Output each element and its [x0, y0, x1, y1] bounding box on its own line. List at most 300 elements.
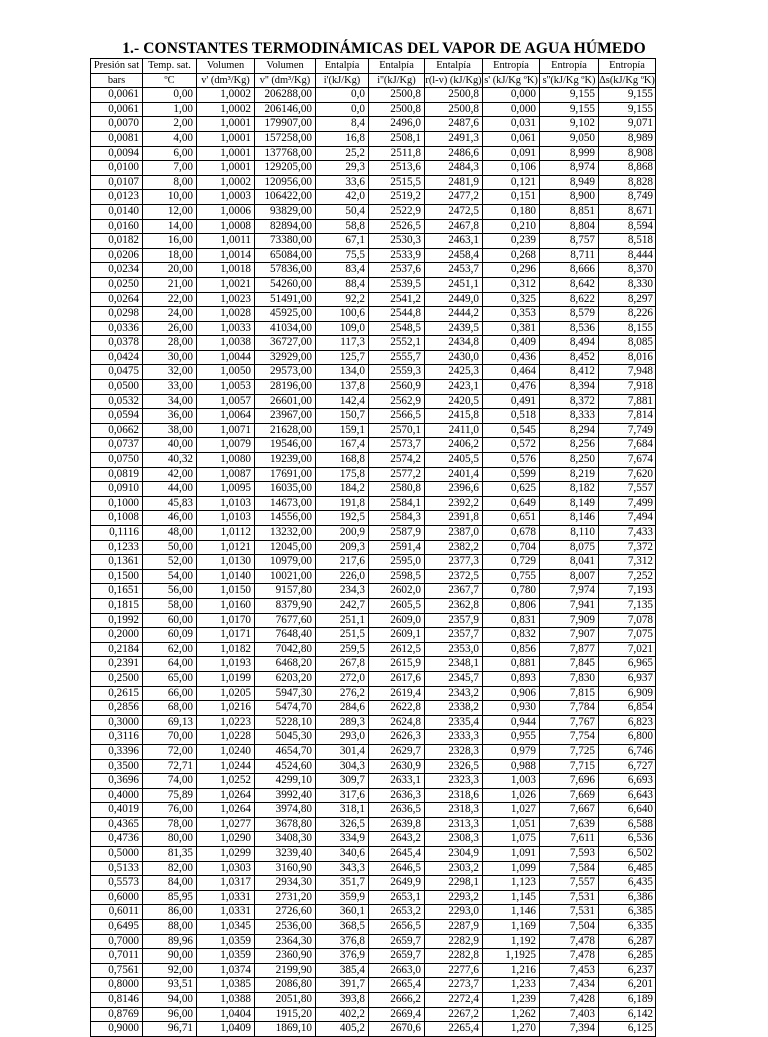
cell-vol-vap: 6468,20 [255, 657, 316, 672]
cell-vol-vap: 4299,10 [255, 774, 316, 789]
table-row [91, 117, 656, 132]
cell-temp: 28,00 [143, 336, 197, 351]
cell-entropia-vap: 8,041 [540, 555, 599, 570]
cell-vol-liq: 1,0014 [197, 248, 255, 263]
cell-calor-latente: 2401,4 [425, 467, 483, 482]
cell-entropia-liq: 0,239 [483, 234, 540, 249]
cell-calor-latente: 2411,0 [425, 423, 483, 438]
cell-entalpia-liq: 29,3 [316, 161, 369, 176]
cell-vol-vap: 3408,30 [255, 832, 316, 847]
cell-entropia-delta: 7,749 [599, 423, 656, 438]
cell-entropia-liq: 0,031 [483, 117, 540, 132]
cell-entropia-liq: 0,296 [483, 263, 540, 278]
cell-vol-liq: 1,0228 [197, 730, 255, 745]
cell-vol-liq: 1,0160 [197, 598, 255, 613]
cell-entalpia-liq: 402,2 [316, 1007, 369, 1022]
cell-entropia-vap: 7,639 [540, 817, 599, 832]
cell-entalpia-vap: 2591,4 [369, 540, 425, 555]
page-title: 1.- CONSTANTES TERMODINÁMICAS DEL VAPOR DE AGUA HÚMEDO [122, 40, 646, 57]
cell-temp: 50,00 [143, 540, 197, 555]
cell-entropia-delta: 8,671 [599, 204, 656, 219]
cell-calor-latente: 2472,5 [425, 204, 483, 219]
table-row [91, 949, 656, 964]
cell-temp: 12,00 [143, 204, 197, 219]
cell-vol-vap: 7677,60 [255, 613, 316, 628]
cell-calor-latente: 2357,9 [425, 613, 483, 628]
cell-temp: 40,32 [143, 453, 197, 468]
cell-entropia-delta: 9,155 [599, 88, 656, 103]
cell-presion: 0,4736 [91, 832, 143, 847]
cell-temp: 65,00 [143, 671, 197, 686]
cell-entropia-liq: 0,476 [483, 380, 540, 395]
cell-entalpia-vap: 2666,2 [369, 993, 425, 1008]
cell-presion: 0,0123 [91, 190, 143, 205]
cell-entropia-delta: 7,372 [599, 540, 656, 555]
cell-vol-vap: 7648,40 [255, 628, 316, 643]
cell-entalpia-liq: 100,6 [316, 307, 369, 322]
table-row [91, 190, 656, 205]
cell-presion: 0,0819 [91, 467, 143, 482]
cell-entropia-delta: 7,499 [599, 496, 656, 511]
cell-entalpia-vap: 2643,2 [369, 832, 425, 847]
cell-calor-latente: 2425,3 [425, 365, 483, 380]
header-entropia-liq: Entropía [483, 59, 540, 74]
cell-vol-vap: 14673,00 [255, 496, 316, 511]
table-row [91, 584, 656, 599]
cell-calor-latente: 2449,0 [425, 292, 483, 307]
cell-entalpia-vap: 2552,1 [369, 336, 425, 351]
cell-vol-vap: 16035,00 [255, 482, 316, 497]
cell-presion: 0,6000 [91, 890, 143, 905]
cell-presion: 0,3000 [91, 715, 143, 730]
cell-entalpia-liq: 267,8 [316, 657, 369, 672]
cell-entalpia-vap: 2653,2 [369, 905, 425, 920]
cell-entropia-liq: 1,169 [483, 920, 540, 935]
cell-vol-vap: 206146,00 [255, 102, 316, 117]
cell-presion: 0,7561 [91, 963, 143, 978]
cell-entropia-liq: 0,651 [483, 511, 540, 526]
cell-presion: 0,0336 [91, 321, 143, 336]
cell-vol-vap: 3992,40 [255, 788, 316, 803]
cell-entropia-delta: 6,937 [599, 671, 656, 686]
cell-entropia-liq: 0,180 [483, 204, 540, 219]
table-row [91, 175, 656, 190]
cell-vol-vap: 21628,00 [255, 423, 316, 438]
cell-vol-vap: 32929,00 [255, 350, 316, 365]
cell-entropia-delta: 6,727 [599, 759, 656, 774]
cell-entalpia-vap: 2555,7 [369, 350, 425, 365]
cell-entropia-liq: 1,233 [483, 978, 540, 993]
table-row [91, 890, 656, 905]
cell-entropia-vap: 7,611 [540, 832, 599, 847]
cell-entropia-liq: 0,979 [483, 744, 540, 759]
cell-entropia-liq: 0,325 [483, 292, 540, 307]
table-row [91, 161, 656, 176]
table-row [91, 876, 656, 891]
cell-presion: 0,0750 [91, 453, 143, 468]
cell-presion: 0,0182 [91, 234, 143, 249]
cell-calor-latente: 2333,3 [425, 730, 483, 745]
cell-vol-vap: 3974,80 [255, 803, 316, 818]
cell-entropia-delta: 8,085 [599, 336, 656, 351]
cell-calor-latente: 2323,3 [425, 774, 483, 789]
cell-presion: 0,8000 [91, 978, 143, 993]
cell-entropia-vap: 7,696 [540, 774, 599, 789]
cell-entalpia-vap: 2605,5 [369, 598, 425, 613]
cell-entropia-liq: 0,091 [483, 146, 540, 161]
cell-presion: 0,0662 [91, 423, 143, 438]
cell-entropia-liq: 1,192 [483, 934, 540, 949]
cell-vol-vap: 10021,00 [255, 569, 316, 584]
cell-calor-latente: 2396,6 [425, 482, 483, 497]
cell-vol-liq: 1,0150 [197, 584, 255, 599]
cell-entropia-delta: 6,201 [599, 978, 656, 993]
cell-calor-latente: 2282,9 [425, 934, 483, 949]
cell-entalpia-liq: 117,3 [316, 336, 369, 351]
cell-entropia-vap: 7,907 [540, 628, 599, 643]
cell-entropia-liq: 0,729 [483, 555, 540, 570]
cell-entalpia-liq: 150,7 [316, 409, 369, 424]
cell-entropia-vap: 7,478 [540, 949, 599, 964]
cell-vol-liq: 1,0359 [197, 934, 255, 949]
cell-temp: 66,00 [143, 686, 197, 701]
cell-temp: 64,00 [143, 657, 197, 672]
cell-vol-liq: 1,0359 [197, 949, 255, 964]
cell-entalpia-vap: 2609,0 [369, 613, 425, 628]
cell-presion: 0,3116 [91, 730, 143, 745]
cell-vol-liq: 1,0171 [197, 628, 255, 643]
cell-calor-latente: 2293,2 [425, 890, 483, 905]
cell-vol-liq: 1,0277 [197, 817, 255, 832]
cell-presion: 0,6495 [91, 920, 143, 935]
cell-temp: 54,00 [143, 569, 197, 584]
cell-entropia-vap: 7,478 [540, 934, 599, 949]
cell-entalpia-liq: 134,0 [316, 365, 369, 380]
cell-vol-vap: 45925,00 [255, 307, 316, 322]
cell-entalpia-liq: 359,9 [316, 890, 369, 905]
cell-entropia-delta: 8,908 [599, 146, 656, 161]
cell-entalpia-liq: 326,5 [316, 817, 369, 832]
cell-entropia-vap: 8,851 [540, 204, 599, 219]
cell-presion: 0,0206 [91, 248, 143, 263]
cell-entalpia-liq: 88,4 [316, 277, 369, 292]
cell-vol-liq: 1,0264 [197, 803, 255, 818]
cell-presion: 0,1233 [91, 540, 143, 555]
cell-entalpia-liq: 167,4 [316, 438, 369, 453]
cell-calor-latente: 2293,0 [425, 905, 483, 920]
header-unit-entropia-vap: s''(kJ/Kg ºK) [540, 73, 599, 88]
cell-entropia-vap: 7,531 [540, 890, 599, 905]
cell-entalpia-vap: 2669,4 [369, 1007, 425, 1022]
cell-entropia-vap: 8,294 [540, 423, 599, 438]
cell-entropia-vap: 7,669 [540, 788, 599, 803]
cell-entalpia-vap: 2633,1 [369, 774, 425, 789]
cell-entalpia-vap: 2566,5 [369, 409, 425, 424]
cell-calor-latente: 2282,8 [425, 949, 483, 964]
cell-entropia-vap: 7,815 [540, 686, 599, 701]
cell-entalpia-liq: 259,5 [316, 642, 369, 657]
cell-entropia-liq: 0,381 [483, 321, 540, 336]
table-row [91, 847, 656, 862]
cell-temp: 10,00 [143, 190, 197, 205]
cell-entropia-delta: 7,075 [599, 628, 656, 643]
cell-entropia-vap: 8,711 [540, 248, 599, 263]
cell-entalpia-vap: 2511,8 [369, 146, 425, 161]
cell-entropia-delta: 7,078 [599, 613, 656, 628]
cell-entalpia-vap: 2619,4 [369, 686, 425, 701]
cell-entalpia-liq: 309,7 [316, 774, 369, 789]
cell-vol-liq: 1,0240 [197, 744, 255, 759]
table-row [91, 963, 656, 978]
cell-temp: 96,71 [143, 1022, 197, 1037]
header-unit-entropia-delta: Δs(kJ/Kg ºK) [599, 73, 656, 88]
cell-presion: 0,0140 [91, 204, 143, 219]
cell-temp: 14,00 [143, 219, 197, 234]
cell-presion: 0,0264 [91, 292, 143, 307]
cell-temp: 89,96 [143, 934, 197, 949]
cell-entalpia-vap: 2539,5 [369, 277, 425, 292]
cell-presion: 0,0500 [91, 380, 143, 395]
cell-calor-latente: 2367,7 [425, 584, 483, 599]
cell-entropia-vap: 8,007 [540, 569, 599, 584]
cell-vol-vap: 157258,00 [255, 131, 316, 146]
cell-temp: 62,00 [143, 642, 197, 657]
cell-presion: 0,1651 [91, 584, 143, 599]
cell-entropia-delta: 7,814 [599, 409, 656, 424]
cell-entalpia-vap: 2513,6 [369, 161, 425, 176]
cell-entropia-delta: 8,155 [599, 321, 656, 336]
cell-entalpia-liq: 184,2 [316, 482, 369, 497]
cell-vol-vap: 3160,90 [255, 861, 316, 876]
cell-entropia-delta: 7,684 [599, 438, 656, 453]
cell-entropia-vap: 8,412 [540, 365, 599, 380]
table-row [91, 234, 656, 249]
cell-entropia-delta: 8,749 [599, 190, 656, 205]
cell-entropia-delta: 8,594 [599, 219, 656, 234]
cell-entropia-delta: 6,746 [599, 744, 656, 759]
cell-entalpia-liq: 272,0 [316, 671, 369, 686]
cell-vol-vap: 36727,00 [255, 336, 316, 351]
header-unit-entropia-liq: s' (kJ/Kg ºK) [483, 73, 540, 88]
cell-entropia-vap: 7,725 [540, 744, 599, 759]
cell-vol-liq: 1,0033 [197, 321, 255, 336]
cell-entalpia-liq: 109,0 [316, 321, 369, 336]
table-row [91, 423, 656, 438]
cell-temp: 48,00 [143, 526, 197, 541]
cell-vol-vap: 82894,00 [255, 219, 316, 234]
cell-entropia-vap: 8,372 [540, 394, 599, 409]
cell-vol-liq: 1,0008 [197, 219, 255, 234]
cell-entropia-vap: 7,941 [540, 598, 599, 613]
header-entalpia-vap: Entalpía [369, 59, 425, 74]
cell-entalpia-vap: 2537,6 [369, 263, 425, 278]
cell-temp: 20,00 [143, 263, 197, 278]
cell-entalpia-liq: 360,1 [316, 905, 369, 920]
table-row [91, 526, 656, 541]
cell-entropia-liq: 0,704 [483, 540, 540, 555]
cell-entalpia-vap: 2659,7 [369, 934, 425, 949]
cell-entropia-liq: 0,678 [483, 526, 540, 541]
cell-entalpia-liq: 42,0 [316, 190, 369, 205]
cell-presion: 0,4019 [91, 803, 143, 818]
cell-entropia-vap: 9,155 [540, 88, 599, 103]
cell-entalpia-liq: 301,4 [316, 744, 369, 759]
cell-vol-liq: 1,0170 [197, 613, 255, 628]
table-row [91, 788, 656, 803]
header-unit-temp: ºC [143, 73, 197, 88]
cell-entalpia-liq: 343,3 [316, 861, 369, 876]
cell-temp: 76,00 [143, 803, 197, 818]
cell-entropia-liq: 0,755 [483, 569, 540, 584]
cell-entropia-delta: 6,125 [599, 1022, 656, 1037]
cell-entropia-liq: 1,262 [483, 1007, 540, 1022]
cell-entropia-vap: 8,452 [540, 350, 599, 365]
cell-presion: 0,0081 [91, 131, 143, 146]
cell-entropia-liq: 0,061 [483, 131, 540, 146]
table-row [91, 102, 656, 117]
cell-entalpia-vap: 2639,8 [369, 817, 425, 832]
cell-temp: 90,00 [143, 949, 197, 964]
cell-temp: 58,00 [143, 598, 197, 613]
cell-presion: 0,2615 [91, 686, 143, 701]
cell-entalpia-vap: 2508,1 [369, 131, 425, 146]
cell-entropia-liq: 0,881 [483, 657, 540, 672]
cell-calor-latente: 2387,0 [425, 526, 483, 541]
cell-temp: 80,00 [143, 832, 197, 847]
cell-vol-liq: 1,0317 [197, 876, 255, 891]
cell-entropia-liq: 0,649 [483, 496, 540, 511]
cell-entropia-liq: 0,856 [483, 642, 540, 657]
cell-entalpia-vap: 2665,4 [369, 978, 425, 993]
table-row [91, 613, 656, 628]
cell-temp: 52,00 [143, 555, 197, 570]
cell-entropia-delta: 7,193 [599, 584, 656, 599]
cell-entropia-vap: 7,584 [540, 861, 599, 876]
cell-temp: 56,00 [143, 584, 197, 599]
cell-temp: 60,00 [143, 613, 197, 628]
cell-entalpia-liq: 175,8 [316, 467, 369, 482]
cell-calor-latente: 2481,9 [425, 175, 483, 190]
cell-entropia-delta: 8,444 [599, 248, 656, 263]
cell-entalpia-vap: 2629,7 [369, 744, 425, 759]
cell-temp: 2,00 [143, 117, 197, 132]
cell-entalpia-liq: 16,8 [316, 131, 369, 146]
cell-vol-liq: 1,0018 [197, 263, 255, 278]
table-row [91, 394, 656, 409]
table-row [91, 701, 656, 716]
cell-entropia-vap: 7,453 [540, 963, 599, 978]
cell-entropia-liq: 1,051 [483, 817, 540, 832]
cell-entalpia-vap: 2587,9 [369, 526, 425, 541]
cell-calor-latente: 2430,0 [425, 350, 483, 365]
cell-presion: 0,0378 [91, 336, 143, 351]
cell-entalpia-vap: 2574,2 [369, 453, 425, 468]
cell-entropia-liq: 0,955 [483, 730, 540, 745]
table-row [91, 1007, 656, 1022]
cell-presion: 0,1361 [91, 555, 143, 570]
cell-entalpia-liq: 304,3 [316, 759, 369, 774]
cell-entalpia-vap: 2598,5 [369, 569, 425, 584]
cell-temp: 60,09 [143, 628, 197, 643]
cell-vol-liq: 1,0252 [197, 774, 255, 789]
cell-entropia-vap: 8,642 [540, 277, 599, 292]
header-unit-vol-vap: v'' (dm³/Kg) [255, 73, 316, 88]
cell-entropia-delta: 6,854 [599, 701, 656, 716]
cell-entalpia-vap: 2649,9 [369, 876, 425, 891]
cell-vol-vap: 2086,80 [255, 978, 316, 993]
cell-entalpia-vap: 2626,3 [369, 730, 425, 745]
cell-entropia-delta: 6,643 [599, 788, 656, 803]
cell-entropia-liq: 0,210 [483, 219, 540, 234]
cell-calor-latente: 2377,3 [425, 555, 483, 570]
header-unit-calor-latente: r(l-v) (kJ/Kg) [425, 73, 483, 88]
cell-entropia-delta: 8,226 [599, 307, 656, 322]
cell-temp: 34,00 [143, 394, 197, 409]
table-row [91, 467, 656, 482]
cell-vol-vap: 4524,60 [255, 759, 316, 774]
cell-entropia-delta: 6,640 [599, 803, 656, 818]
cell-entropia-vap: 8,579 [540, 307, 599, 322]
cell-vol-liq: 1,0087 [197, 467, 255, 482]
cell-presion: 0,0594 [91, 409, 143, 424]
cell-calor-latente: 2458,4 [425, 248, 483, 263]
cell-entalpia-liq: 191,8 [316, 496, 369, 511]
cell-entropia-liq: 0,518 [483, 409, 540, 424]
cell-entalpia-vap: 2570,1 [369, 423, 425, 438]
cell-entropia-vap: 7,974 [540, 584, 599, 599]
table-row [91, 248, 656, 263]
cell-calor-latente: 2313,3 [425, 817, 483, 832]
cell-presion: 0,0094 [91, 146, 143, 161]
cell-calor-latente: 2486,6 [425, 146, 483, 161]
cell-entropia-liq: 1,1925 [483, 949, 540, 964]
cell-vol-vap: 1869,10 [255, 1022, 316, 1037]
cell-entropia-liq: 0,831 [483, 613, 540, 628]
table-row [91, 861, 656, 876]
cell-vol-liq: 1,0071 [197, 423, 255, 438]
cell-temp: 16,00 [143, 234, 197, 249]
cell-entropia-vap: 7,877 [540, 642, 599, 657]
cell-calor-latente: 2277,6 [425, 963, 483, 978]
table-row [91, 730, 656, 745]
cell-entropia-delta: 6,335 [599, 920, 656, 935]
cell-entalpia-liq: 159,1 [316, 423, 369, 438]
cell-entalpia-liq: 168,8 [316, 453, 369, 468]
cell-vol-liq: 1,0053 [197, 380, 255, 395]
cell-calor-latente: 2357,7 [425, 628, 483, 643]
cell-entalpia-liq: 209,3 [316, 540, 369, 555]
cell-entropia-vap: 9,050 [540, 131, 599, 146]
cell-temp: 24,00 [143, 307, 197, 322]
cell-vol-liq: 1,0011 [197, 234, 255, 249]
cell-vol-liq: 1,0050 [197, 365, 255, 380]
cell-entropia-delta: 6,909 [599, 686, 656, 701]
cell-vol-vap: 2364,30 [255, 934, 316, 949]
cell-vol-vap: 2199,90 [255, 963, 316, 978]
cell-temp: 6,00 [143, 146, 197, 161]
cell-entalpia-vap: 2670,6 [369, 1022, 425, 1037]
cell-vol-vap: 1915,20 [255, 1007, 316, 1022]
cell-presion: 0,0160 [91, 219, 143, 234]
cell-calor-latente: 2439,5 [425, 321, 483, 336]
cell-presion: 0,1116 [91, 526, 143, 541]
cell-temp: 82,00 [143, 861, 197, 876]
cell-entalpia-vap: 2636,3 [369, 788, 425, 803]
cell-vol-liq: 1,0112 [197, 526, 255, 541]
table-row [91, 657, 656, 672]
cell-entropia-liq: 0,000 [483, 102, 540, 117]
table-row [91, 555, 656, 570]
